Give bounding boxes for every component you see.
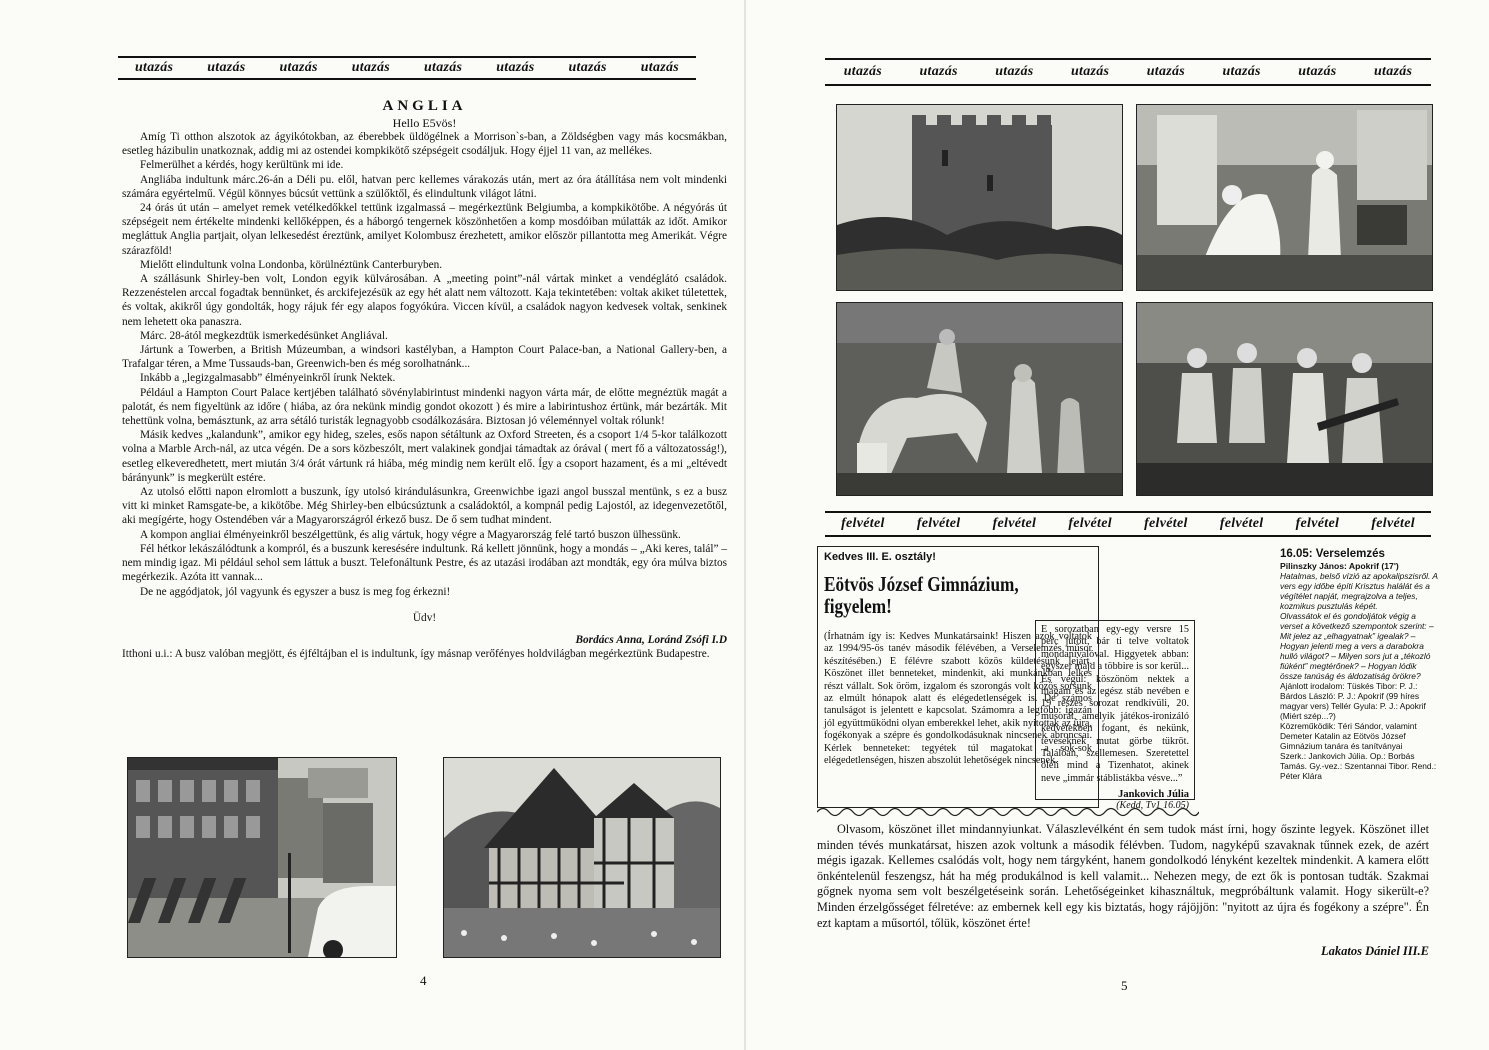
banner-word: utazás xyxy=(919,64,958,79)
paragraph: Inkább a „legizgalmasabb” élményeinkről írunk Nektek. xyxy=(140,372,396,385)
banner-word: utazás xyxy=(1298,64,1337,79)
listing-staff: Szerk.: Jankovich Júlia. Op.: Borbás Tamás. Gy.-vez.: Szentannai Tibor. Rend.: Péter Klára xyxy=(1280,751,1437,781)
listing-questions: Olvassátok el és gondoljátok végig a verset a következő szempontok szerint: – Mit jelez az „elhagyatnak” igealak? – Hogyan jelenti meg a vers a darabokra hulló világot? – Milyen sors jut a „tékozló fiúként” megtérőnek? – Hogyan lódik össze tanúság és áldozatiság örökre? xyxy=(1280,611,1434,681)
photo-round-tower xyxy=(836,104,1123,291)
letter-signer: Jankovich Júlia xyxy=(1118,789,1189,801)
letter-salutation: Kedves III. E. osztály! xyxy=(824,551,936,563)
banner-word: felvétel xyxy=(992,516,1037,531)
listing-subtitle: Pilinszky János: Apokrif (17') xyxy=(1280,561,1399,571)
right-page xyxy=(745,0,1489,1050)
banner-word: felvétel xyxy=(916,516,961,531)
letter-title-line2: figyelem! xyxy=(824,594,892,618)
letter-column-2-text: E sorozatban egy-egy versre 15 perc jutott, bár ti telve voltatok mondanivalóval. Higgyetek abban: egyszer majd a többire is sor kerül... És végül: köszönöm nektek a magam és az egész stáb nevében e 19 részes sorozat rendkívüli, 20. műsorát, amelyik játékos-ironizáló kedvetekben fogant, és nekünk, tévéseknek mutat görbe tükröt. Találóan, szellemesen. Szeretettel öleli mind a Tizenhatot, akinek neve „immár stáblistákba vésve...” xyxy=(1041,624,1189,784)
letter-column-1: (Írhatnám így is: Kedves Munkatársaink! Hiszen azok voltatok az 1994/95-ös tanév második félévében, a Verselemzés műsor készítésében.) E félévre szabott közös küldetésünk lejárt. Köszönet illet benneteket, mindenkit, aki munkánkban lelkes részt vállalt. Sok öröm, izgalom és szorongás volt közös sorsunk az elmúlt hónapok alatt és elégedetlenségek is. De számos tanulságot is jelentett e kapcsolat. Számomra a legfőbb: igazán jól együttműködni olyan emberekkel lehet, akik nyitottak az újra, fogékonyak a szépre és gondolkodásuknak nincsenek abroncsai. Kérlek benneteket: tegyétek túl magatokat a sok-sok elégedetlenségen, hiszen abszolút lehetőségek nincsenek. xyxy=(824,631,1092,767)
photo-armour-display xyxy=(836,302,1123,496)
listing-title: 16.05: Verselemzés xyxy=(1280,548,1385,560)
banner-word: felvétel xyxy=(1295,516,1340,531)
article-signature: Bordács Anna, Loránd Zsófi I.D xyxy=(575,633,727,646)
letter-signer-note: (Kedd, Tv1 16.05) xyxy=(1116,800,1189,812)
banner-word: utazás xyxy=(423,60,463,75)
wavy-border-decoration xyxy=(817,805,1199,819)
listing-description: Hatalmas, belső vízió az apokalipszisről. A vers egy időbe építi Krisztus halálát és a végítélet napját, megrajzolva a teljes, kozmikus pusztulás képét. xyxy=(1280,571,1438,611)
banner-word: felvétel xyxy=(1144,516,1188,531)
section-banner-felvetel xyxy=(825,511,1431,537)
banner-word: utazás xyxy=(134,60,174,75)
page-number: 5 xyxy=(1121,978,1128,993)
photo-tudor-house xyxy=(443,757,721,958)
banner-word: utazás xyxy=(1070,64,1110,79)
banner-word: utazás xyxy=(351,60,391,75)
article-title: ANGLIA xyxy=(382,98,467,114)
tv-listing-sidebar xyxy=(1280,548,1440,781)
paragraph: Fél hétkor lekászálódtunk a kompról, és a buszunk keresésére indultunk. Rá kellett jönnünk, hogy a mondás – „Aki keres, talál” – nem mindig igaz. Mi például sehol sem láttuk a buszt. Telefonáltunk Pestre, és az utazási irodában azt mondták, egy óra múlva biztos megérkezik. Azóta itt vannak... xyxy=(122,542,727,584)
article-greeting: Hello E5vös! xyxy=(392,116,457,130)
banner-word: utazás xyxy=(1146,64,1186,79)
banner-word: utazás xyxy=(568,60,607,75)
paragraph: De ne aggódjatok, jól vagyunk és egyszer a busz is meg fog érkezni! xyxy=(140,585,451,598)
letter-title-line1: Eötvös József Gimnázium, xyxy=(824,572,1019,596)
article-heading xyxy=(122,0,727,140)
paragraph: Angliába indultunk márc.26-án a Déli pu. elől, hatvan perc kellemes várakozás után, mert az óra átállítása nem volt mindenki számára egyértelmű. Végül könnyes búcsút vettünk a szülőktől, és elindultunk világot látni. xyxy=(122,173,727,200)
paragraph: A szállásunk Shirley-ben volt, London egyik külvárosában. A „meeting point”-nál vártak minket a vendéglátó családok. Rezzenéstelen arccal fogadtak bennünket, és arckifejezésük az egy hét alatt nem változott. Kaja tekintetében: voltak akiket túletettek, és voltak, akikről úgy gondolták, hogy rájuk fér egy alapos fogyókúra. Viccen kívül, a családok nagyon kedvesek voltak, senkinek nem lehetett oka panaszra. xyxy=(122,273,727,328)
letter-column-2 xyxy=(1035,620,1195,812)
photo-band-wax-figures xyxy=(1136,302,1433,496)
paragraph: 24 órás út után – amelyet remek vetélkedőkkel tettünk izgalmassá – megérkeztünk Belgiumba, a kompkikötőbe. A négyórás út szépségeit nem értékelte mindenki kellőképpen, és a háborgó tengernek köszönhetően a komp mosdóiban múlatták az időt. Amikor megláttuk Anglia partjait, olyan lelkesedést éreztünk, amilyet Kolombusz érezhetett, amikor először pillantotta meg Amerikát. Végre szárazföld! xyxy=(122,202,727,257)
paragraph: Jártunk a Towerben, a British Múzeumban, a windsori kastélyban, a Hampton Court Palace-ban, a National Gallery-ben, a Trafalgar téren, a Mme Tussauds-ban, Greenwich-ben és még sorolhatnánk... xyxy=(122,344,727,371)
banner-word: utazás xyxy=(207,60,246,75)
banner-word: felvétel xyxy=(1068,516,1112,531)
paragraph: Másik kedves „kalandunk”, amikor egy hideg, szeles, esős napon sétáltunk az Oxford Streeten, és a csoport 1/4 5-kor találkozott volna a Marble Arch-nál, az utca végén. De a sors közbeszólt, mert valakinek gondjai támadtak az órával ( mert fő a változatosság!), esetleg elkeveredhetett, mert miután 3/4 órát vártunk rá hiába, még mindig nem került elő. Így a csoport hazament, és a mi „eltévedt bárányunk” is megkerült estére. xyxy=(122,429,727,484)
paragraph: Amíg Ti otthon alszotok az ágyikótokban, az éberebbek üldögélnek a Morrison`s-ban, a Zöldségben vagy más kocsmákban, esetleg házibulin unatkoznak, addig mi az ostendei kompkikötő szépségeit csodáljuk. Hogy éjjel 11 van, az mellékes. xyxy=(122,131,727,158)
paragraph: Például a Hampton Court Palace kertjében található sövénylabirintust mindenki nagyon várta már, de előtte megnéztük magát a palotát, és nem figyeltünk az időre ( hiába, az óra nekünk mindig gondot okozott ) és mire a labirintushoz értünk, már bezárták. Mit tehettünk volna, bemásztunk, az arra sétáló turisták legnagyobb csodálkozására. Biztosan jó véleménnyel voltak rólunk! xyxy=(122,386,727,428)
paragraph: Az utolsó előtti napon elromlott a buszunk, így utolsó kirándulásunkra, Greenwichbe igazi angol busszal mentünk, s ez a busz vitt ki minket Ramsgate-be, a kikötőbe. Még Shirley-ben elbúcsúztunk a családoktól, a kompnál pedig Lajostól, az idegenvezetőtől, aki megígérte, hogy Ostendében vár a Magyarországról érkező busz. De ő sem tudhat mindent. xyxy=(122,486,727,527)
banner-word: utazás xyxy=(496,60,535,75)
photo-street xyxy=(127,757,397,958)
paragraph: Felmerülhet a kérdés, hogy kerültünk mi ide. xyxy=(140,159,344,172)
banner-word: felvétel xyxy=(1371,516,1415,531)
photo-wax-figures-room xyxy=(1136,104,1433,291)
listing-credits: Közreműködik: Téri Sándor, valamint Demeter Katalin az Eötvös József Gimnázium tanára és tanítványai xyxy=(1280,721,1417,751)
banner-word: utazás xyxy=(1373,64,1413,79)
reply-letter xyxy=(817,822,1429,931)
paragraph: Márc. 28-ától megkezdtük ismerkedésünket Angliával. xyxy=(140,329,388,342)
section-banner-utazas xyxy=(825,58,1431,86)
paragraph: A kompon angliai élményeinkről beszélgettünk, és alig vártuk, hogy végre a Magyarország felé tartó buszon ülhessünk. xyxy=(140,528,681,541)
banner-word: utazás xyxy=(279,60,318,75)
reply-signature: Lakatos Dániel III.E xyxy=(1320,944,1429,958)
banner-word: utazás xyxy=(640,60,680,75)
listing-literature: Ajánlott irodalom: Tüskés Tibor: P. J.: Bárdos László: P. J.: Apokrif (99 híres magyar vers) Tellér Gyula: P. J.: Apokrif (Miért szép...?) xyxy=(1280,681,1426,721)
banner-word: felvétel xyxy=(841,516,885,531)
banner-word: utazás xyxy=(843,64,883,79)
banner-word: utazás xyxy=(995,64,1034,79)
banner-word: utazás xyxy=(1222,64,1261,79)
page-number: 4 xyxy=(420,973,427,988)
paragraph: Mielőtt elindultunk volna Londonba, körülnéztünk Canterburyben. xyxy=(140,258,443,271)
article-body xyxy=(122,130,727,661)
postscript: Itthoni u.i.: A busz valóban megjött, és éjféltájban el is indultunk, így másnap verőfényes holdvilágban megérkeztünk Budapestre. xyxy=(122,648,710,661)
banner-word: felvétel xyxy=(1219,516,1264,531)
closing-greeting: Üdv! xyxy=(412,611,437,624)
paragraph: Olvasom, köszönet illet mindannyiunkat. Válaszlevélként én sem tudok mást írni, hogy őszinte legyek. Köszönet illet minden tévés munkatársat, hiszen azok voltunk a második félévben. Tudom, nagyképű szavaknak tűnnek ezek, de azért mégis igazak. Kellemes csalódás volt, hogy nem tárgyként, hanem gondolkodó lényként kezeltek mindenkit. A kamera előtt önkéntelenül feszengsz, hát ha még produkálnod is kell valamit... Nehezen megy, de ezt ők is pontosan tudták. Szakmai gőgnek nyoma sem volt beszélgetéseink során. Lehetőségeinket kihasználtuk, megpróbáltunk valamit. Hogy sikerült-e? Minden érzelgősséget félretéve: az embernek kell egy kis biztatás, hogy rájöjjön: "nyitott az újra és fogékony a szépre". Én ezt kaptam a műsortól, tőlük, köszönet érte! xyxy=(817,822,1429,930)
